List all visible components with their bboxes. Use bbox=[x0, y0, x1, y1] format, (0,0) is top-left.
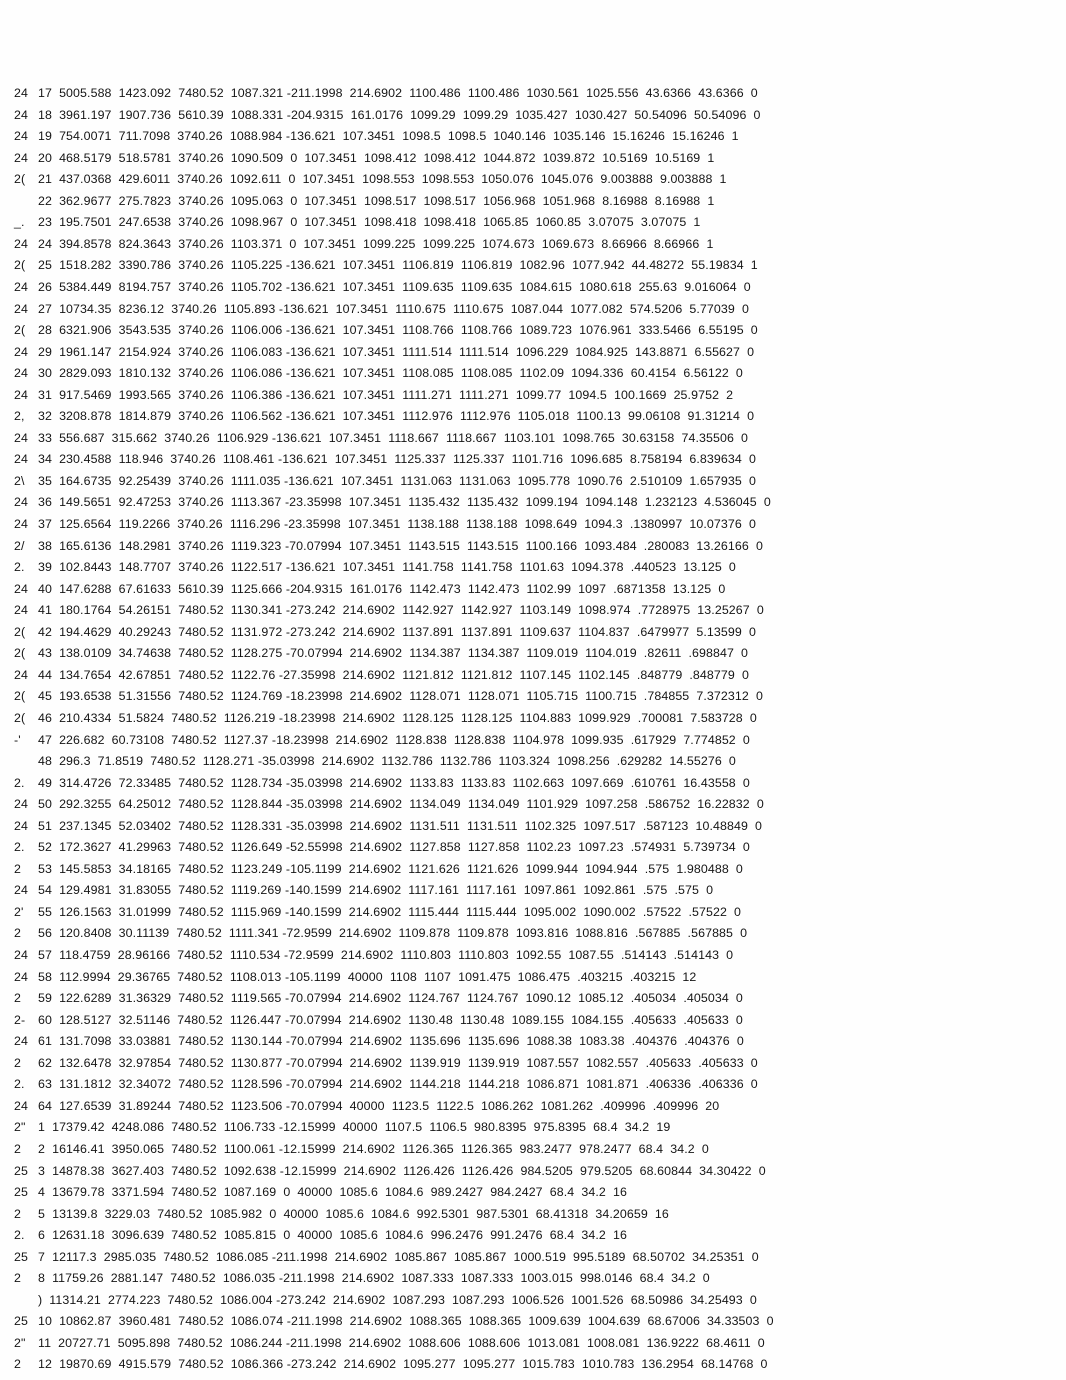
table-row bbox=[14, 1052, 1054, 1074]
row-values: 6 12631.18 3096.639 7480.52 1085.815 0 40000 1085.6 1084.6 996.2476 991.2476 68.4 34.2 16 bbox=[38, 1228, 627, 1243]
row-values: 5 13139.8 3229.03 7480.52 1085.982 0 40000 1085.6 1084.6 992.5301 987.5301 68.41318 34.20659 16 bbox=[38, 1206, 669, 1221]
row-values: 10 10862.87 3960.481 7480.52 1086.074 -211.1998 214.6902 1088.365 1088.365 1009.639 1004.639 68.67006 34.33503 0 bbox=[38, 1314, 774, 1329]
row-prefix: 2 bbox=[14, 1206, 21, 1221]
table-row bbox=[14, 578, 1054, 600]
row-values: 21 437.0368 429.6011 3740.26 1092.611 0 107.3451 1098.553 1098.553 1050.076 1045.076 9.003888 9.003888 1 bbox=[38, 172, 727, 187]
row-prefix: 24 bbox=[14, 301, 28, 316]
row-prefix: 2( bbox=[14, 172, 26, 187]
table-row bbox=[14, 1246, 1054, 1268]
row-prefix: 2' bbox=[14, 904, 24, 919]
row-values: 24 394.8578 824.3643 3740.26 1103.371 0 107.3451 1099.225 1099.225 1074.673 1069.673 8.66966 8.66966 1 bbox=[38, 236, 714, 251]
row-values: 30 2829.093 1810.132 3740.26 1106.086 -136.621 107.3451 1108.085 1108.085 1102.09 1094.336 60.4154 6.56122 0 bbox=[38, 366, 743, 381]
row-prefix: 2( bbox=[14, 646, 26, 661]
row-values: 32 3208.878 1814.879 3740.26 1106.562 -136.621 107.3451 1112.976 1112.976 1105.018 1100.13 99.06108 91.31214 0 bbox=[38, 409, 755, 424]
row-prefix: 25 bbox=[14, 1314, 28, 1329]
row-values: 34 230.4588 118.946 3740.26 1108.461 -136.621 107.3451 1125.337 1125.337 1101.716 1096.685 8.758194 6.839634 0 bbox=[38, 452, 756, 467]
table-row bbox=[14, 211, 1054, 233]
row-values: 40 147.6288 67.61633 5610.39 1125.666 -204.9315 161.0176 1142.473 1142.473 1102.99 1097 .6871358 13.125 0 bbox=[38, 581, 726, 596]
row-values: 60 128.5127 32.51146 7480.52 1126.447 -70.07994 214.6902 1130.48 1130.48 1089.155 1084.155 .405633 .405633 0 bbox=[38, 1012, 743, 1027]
row-values: 57 118.4759 28.96166 7480.52 1110.534 -72.9599 214.6902 1110.803 1110.803 1092.55 1087.55 .514143 .514143 0 bbox=[38, 948, 734, 962]
table-row bbox=[14, 513, 1054, 535]
row-values: 36 149.5651 92.47253 3740.26 1113.367 -23.35998 107.3451 1135.432 1135.432 1099.194 1094.148 1.232123 4.536045 0 bbox=[38, 495, 771, 510]
row-values: 18 3961.197 1907.736 5610.39 1088.331 -204.9315 161.0176 1099.29 1099.29 1035.427 1030.427 50.54096 50.54096 0 bbox=[38, 107, 761, 122]
row-values: 29 1961.147 2154.924 3740.26 1106.083 -136.621 107.3451 1111.514 1111.514 1096.229 1084.925 143.8871 6.55627 0 bbox=[38, 344, 755, 359]
row-prefix: 24 bbox=[14, 107, 28, 122]
table-row bbox=[14, 901, 1054, 923]
row-values: 51 237.1345 52.03402 7480.52 1128.331 -35.03998 214.6902 1131.511 1131.511 1102.325 1097.517 .587123 10.48849 0 bbox=[38, 818, 763, 833]
table-row bbox=[14, 944, 1054, 966]
row-values: 4 13679.78 3371.594 7480.52 1087.169 0 40000 1085.6 1084.6 989.2427 984.2427 68.4 34.2 16 bbox=[38, 1185, 627, 1200]
row-prefix: 25 bbox=[14, 1249, 28, 1264]
table-row bbox=[14, 190, 1054, 212]
table-row bbox=[14, 1181, 1054, 1203]
table-row bbox=[14, 405, 1054, 427]
table-row bbox=[14, 1310, 1054, 1332]
row-values: 46 210.4334 51.5824 7480.52 1126.219 -18.23998 214.6902 1128.125 1128.125 1104.883 1099.929 .700081 7.583728 0 bbox=[38, 710, 757, 725]
table-row bbox=[14, 1203, 1054, 1225]
row-prefix: 24 bbox=[14, 236, 28, 251]
table-row bbox=[14, 599, 1054, 621]
table-row bbox=[14, 1030, 1054, 1052]
table-row bbox=[14, 1160, 1054, 1182]
row-values: 11 20727.71 5095.898 7480.52 1086.244 -211.1998 214.6902 1088.606 1088.606 1013.081 1008.081 136.9222 68.4611 0 bbox=[38, 1335, 765, 1350]
row-values: 52 172.3627 41.29963 7480.52 1126.649 -52.55998 214.6902 1127.858 1127.858 1102.23 1097.23 .574931 5.739734 0 bbox=[38, 840, 750, 855]
row-values: 28 6321.906 3543.535 3740.26 1106.006 -136.621 107.3451 1108.766 1108.766 1089.723 1076.961 333.5466 6.55195 0 bbox=[38, 323, 758, 338]
row-prefix: 2. bbox=[14, 1077, 25, 1092]
row-prefix: 24 bbox=[14, 1034, 28, 1049]
row-prefix: 24 bbox=[14, 495, 28, 510]
row-values: 20 468.5179 518.5781 3740.26 1090.509 0 107.3451 1098.412 1098.412 1044.872 1039.872 10.5169 10.5169 1 bbox=[38, 150, 715, 165]
row-prefix: 24 bbox=[14, 818, 28, 833]
row-values: 37 125.6564 119.2266 3740.26 1116.296 -23.35998 107.3451 1138.188 1138.188 1098.649 1094.3 .1380997 10.07376 0 bbox=[38, 517, 756, 531]
table-row bbox=[14, 319, 1054, 341]
row-values: 50 292.3255 64.25012 7480.52 1128.844 -35.03998 214.6902 1134.049 1134.049 1101.929 1097.258 .586752 16.22832 0 bbox=[38, 797, 764, 812]
row-prefix: 2" bbox=[14, 1120, 26, 1135]
row-values: 45 193.6538 51.31556 7480.52 1124.769 -18.23998 214.6902 1128.071 1128.071 1105.715 1100.715 .784855 7.372312 0 bbox=[38, 689, 763, 704]
table-row bbox=[14, 147, 1054, 169]
table-row bbox=[14, 621, 1054, 643]
row-prefix: 2( bbox=[14, 323, 26, 338]
row-values: 64 127.6539 31.89244 7480.52 1123.506 -70.07994 40000 1123.5 1122.5 1086.262 1081.262 .409996 .409996 20 bbox=[38, 1098, 720, 1113]
row-prefix: 24 bbox=[14, 344, 28, 359]
row-prefix: 24 bbox=[14, 1098, 28, 1113]
row-values: 7 12117.3 2985.035 7480.52 1086.085 -211.1998 214.6902 1085.867 1085.867 1000.519 995.5189 68.50702 34.25351 0 bbox=[38, 1249, 759, 1264]
row-prefix: 2 bbox=[14, 1357, 21, 1372]
row-values: 27 10734.35 8236.12 3740.26 1105.893 -136.621 107.3451 1110.675 1110.675 1087.044 1077.082 574.5206 5.77039 0 bbox=[38, 301, 749, 316]
table-row bbox=[14, 664, 1054, 686]
table-row bbox=[14, 1224, 1054, 1246]
table-row bbox=[14, 491, 1054, 513]
table-row bbox=[14, 362, 1054, 384]
row-prefix: 2. bbox=[14, 560, 25, 575]
table-row bbox=[14, 427, 1054, 449]
table-row bbox=[14, 448, 1054, 470]
row-prefix: 24 bbox=[14, 517, 28, 531]
row-values: 35 164.6735 92.25439 3740.26 1111.035 -136.621 107.3451 1131.063 1131.063 1095.778 1090.76 2.510109 1.657935 0 bbox=[38, 473, 756, 488]
table-row bbox=[14, 535, 1054, 557]
row-prefix: 24 bbox=[14, 452, 28, 467]
row-prefix: 24 bbox=[14, 883, 28, 898]
row-prefix: 2( bbox=[14, 689, 26, 704]
row-values: 53 145.5853 34.18165 7480.52 1123.249 -105.1199 214.6902 1121.626 1121.626 1099.944 1094.944 .575 1.980488 0 bbox=[38, 861, 743, 876]
row-prefix: 2. bbox=[14, 840, 25, 855]
table-row bbox=[14, 276, 1054, 298]
table-row bbox=[14, 642, 1054, 664]
table-row bbox=[14, 341, 1054, 363]
table-row bbox=[14, 1138, 1054, 1160]
row-values: 39 102.8443 148.7707 3740.26 1122.517 -136.621 107.3451 1141.758 1141.758 1101.63 1094.378 .440523 13.125 0 bbox=[38, 560, 736, 575]
row-prefix: 25 bbox=[14, 1163, 28, 1178]
table-row bbox=[14, 987, 1054, 1009]
row-values: 31 917.5469 1993.565 3740.26 1106.386 -136.621 107.3451 1111.271 1111.271 1099.77 1094.5 100.1669 25.9752 2 bbox=[38, 387, 734, 402]
row-prefix: 2" bbox=[14, 1335, 26, 1350]
row-prefix: 2 bbox=[14, 1271, 21, 1286]
table-row bbox=[14, 1116, 1054, 1138]
row-prefix: 24 bbox=[14, 86, 28, 100]
row-values: 33 556.687 315.662 3740.26 1106.929 -136.621 107.3451 1118.667 1118.667 1103.101 1098.765 30.63158 74.35506 0 bbox=[38, 430, 749, 445]
table-row bbox=[14, 233, 1054, 255]
table-row bbox=[14, 772, 1054, 794]
row-values: 23 195.7501 247.6538 3740.26 1098.967 0 107.3451 1098.418 1098.418 1065.85 1060.85 3.07075 3.07075 1 bbox=[38, 215, 701, 230]
row-values: 43 138.0109 34.74638 7480.52 1128.275 -70.07994 214.6902 1134.387 1134.387 1109.019 1104.019 .82611 .698847 0 bbox=[38, 646, 749, 661]
row-values: 54 129.4981 31.83055 7480.52 1119.269 -140.1599 214.6902 1117.161 1117.161 1097.861 1092.861 .575 .575 0 bbox=[38, 883, 714, 898]
table-row bbox=[14, 815, 1054, 837]
table-row bbox=[14, 168, 1054, 190]
row-prefix: 24 bbox=[14, 797, 28, 812]
table-row bbox=[14, 1009, 1054, 1031]
table-row bbox=[14, 470, 1054, 492]
row-prefix: 24 bbox=[14, 581, 28, 596]
row-values: 38 165.6136 148.2981 3740.26 1119.323 -70.07994 107.3451 1143.515 1143.515 1100.166 1093.484 .280083 13.26166 0 bbox=[38, 538, 763, 553]
table-row bbox=[14, 966, 1054, 988]
table-row bbox=[14, 254, 1054, 276]
row-prefix: 24 bbox=[14, 430, 28, 445]
row-values: 25 1518.282 3390.786 3740.26 1105.225 -136.621 107.3451 1106.819 1106.819 1082.96 1077.942 44.48272 55.19834 1 bbox=[38, 258, 758, 273]
row-values: ) 11314.21 2774.223 7480.52 1086.004 -273.242 214.6902 1087.293 1087.293 1006.526 1001.526 68.50986 34.25493 0 bbox=[38, 1292, 757, 1307]
row-values: 58 112.9994 29.36765 7480.52 1108.013 -105.1199 40000 1108 1107 1091.475 1086.475 .403215 .403215 12 bbox=[38, 969, 697, 984]
row-prefix: 24 bbox=[14, 667, 28, 682]
row-values: 22 362.9677 275.7823 3740.26 1095.063 0 107.3451 1098.517 1098.517 1056.968 1051.968 8.16988 8.16988 1 bbox=[38, 193, 715, 208]
row-values: 49 314.4726 72.33485 7480.52 1128.734 -35.03998 214.6902 1133.83 1133.83 1102.663 1097.669 .610761 16.43558 0 bbox=[38, 775, 750, 790]
row-prefix: 2 bbox=[14, 926, 21, 941]
row-prefix: 2. bbox=[14, 1228, 25, 1243]
row-prefix: 24 bbox=[14, 150, 28, 165]
row-values: 44 134.7654 42.67851 7480.52 1122.76 -27.35998 214.6902 1121.812 1121.812 1107.145 1102.145 .848779 .848779 0 bbox=[38, 667, 749, 682]
row-values: 8 11759.26 2881.147 7480.52 1086.035 -211.1998 214.6902 1087.333 1087.333 1003.015 998.0146 68.4 34.2 0 bbox=[38, 1271, 710, 1286]
row-prefix: 24 bbox=[14, 129, 28, 144]
row-prefix: 25 bbox=[14, 1185, 28, 1200]
table-row bbox=[14, 793, 1054, 815]
row-prefix: 2\ bbox=[14, 473, 25, 488]
table-row bbox=[14, 729, 1054, 751]
table-row bbox=[14, 298, 1054, 320]
table-row bbox=[14, 1267, 1054, 1289]
table-row bbox=[14, 879, 1054, 901]
table-row bbox=[14, 1332, 1054, 1354]
table-row bbox=[14, 82, 1054, 104]
row-prefix: 2 bbox=[14, 861, 21, 876]
row-prefix: 2 bbox=[14, 991, 21, 1006]
row-values: 19 754.0071 711.7098 3740.26 1088.984 -136.621 107.3451 1098.5 1098.5 1040.146 1035.146 15.16246 15.16246 1 bbox=[38, 129, 739, 144]
table-row bbox=[14, 1073, 1054, 1095]
table-row bbox=[14, 922, 1054, 944]
row-values: 2 16146.41 3950.065 7480.52 1100.061 -12.15999 214.6902 1126.365 1126.365 983.2477 978.2477 68.4 34.2 0 bbox=[38, 1141, 709, 1156]
table-row bbox=[14, 858, 1054, 880]
table-row bbox=[14, 836, 1054, 858]
table-row bbox=[14, 707, 1054, 729]
table-row bbox=[14, 1353, 1054, 1375]
row-values: 26 5384.449 8194.757 3740.26 1105.702 -136.621 107.3451 1109.635 1109.635 1084.615 1080.618 255.63 9.016064 0 bbox=[38, 279, 751, 294]
table-row bbox=[14, 384, 1054, 406]
row-prefix: 24 bbox=[14, 279, 28, 294]
row-values: 56 120.8408 30.11139 7480.52 1111.341 -72.9599 214.6902 1109.878 1109.878 1093.816 1088.816 .567885 .567885 0 bbox=[38, 926, 748, 941]
row-values: 47 226.682 60.73108 7480.52 1127.37 -18.23998 214.6902 1128.838 1128.838 1104.978 1099.935 .617929 7.774852 0 bbox=[38, 732, 750, 747]
row-values: 42 194.4629 40.29243 7480.52 1131.972 -273.242 214.6902 1137.891 1137.891 1109.637 1104.837 .6479977 5.13599 0 bbox=[38, 624, 756, 639]
row-prefix: 2( bbox=[14, 624, 26, 639]
row-values: 1 17379.42 4248.086 7480.52 1106.733 -12.15999 40000 1107.5 1106.5 980.8395 975.8395 68.4 34.2 19 bbox=[38, 1120, 671, 1135]
row-values: 17 5005.588 1423.092 7480.52 1087.321 -211.1998 214.6902 1100.486 1100.486 1030.561 1025.556 43.6366 43.6366 0 bbox=[38, 86, 758, 100]
row-prefix: 2. bbox=[14, 775, 25, 790]
table-row bbox=[14, 556, 1054, 578]
row-prefix: 2- bbox=[14, 1012, 26, 1027]
row-values: 3 14878.38 3627.403 7480.52 1092.638 -12.15999 214.6902 1126.426 1126.426 984.5205 979.5205 68.60844 34.30422 0 bbox=[38, 1163, 766, 1178]
row-prefix: 2 bbox=[14, 1141, 21, 1156]
row-values: 62 132.6478 32.97854 7480.52 1130.877 -70.07994 214.6902 1139.919 1139.919 1087.557 1082.557 .405633 .405633 0 bbox=[38, 1055, 758, 1070]
row-prefix: 2( bbox=[14, 258, 26, 273]
row-prefix: 2, bbox=[14, 409, 25, 424]
row-values: 61 131.7098 33.03881 7480.52 1130.144 -70.07994 214.6902 1135.696 1135.696 1088.38 1083.38 .404376 .404376 0 bbox=[38, 1034, 744, 1049]
row-values: 59 122.6289 31.36329 7480.52 1119.565 -70.07994 214.6902 1124.767 1124.767 1090.12 1085.12 .405034 .405034 0 bbox=[38, 991, 743, 1006]
table-row bbox=[14, 125, 1054, 147]
row-prefix: _. bbox=[14, 215, 25, 230]
row-prefix: -' bbox=[14, 732, 21, 747]
table-row bbox=[14, 104, 1054, 126]
table-row bbox=[14, 750, 1054, 772]
row-prefix: 2 bbox=[14, 1055, 21, 1070]
row-prefix: 24 bbox=[14, 387, 28, 402]
table-row bbox=[14, 1095, 1054, 1117]
row-values: 12 19870.69 4915.579 7480.52 1086.366 -273.242 214.6902 1095.277 1095.277 1015.783 1010.783 136.2954 68.14768 0 bbox=[38, 1357, 768, 1372]
row-values: 41 180.1764 54.26151 7480.52 1130.341 -273.242 214.6902 1142.927 1142.927 1103.149 1098.974 .7728975 13.25267 0 bbox=[38, 603, 764, 618]
row-prefix: 24 bbox=[14, 969, 28, 984]
table-row bbox=[14, 1289, 1054, 1311]
row-prefix: 24 bbox=[14, 366, 28, 381]
row-prefix: 24 bbox=[14, 603, 28, 618]
row-values: 63 131.1812 32.34072 7480.52 1128.596 -70.07994 214.6902 1144.218 1144.218 1086.871 1081.871 .406336 .406336 0 bbox=[38, 1077, 758, 1092]
row-prefix: 2/ bbox=[14, 538, 25, 553]
row-prefix: 2( bbox=[14, 710, 26, 725]
row-values: 55 126.1563 31.01999 7480.52 1115.969 -140.1599 214.6902 1115.444 1115.444 1095.002 1090.002 .57522 .57522 0 bbox=[38, 904, 742, 919]
table-row bbox=[14, 685, 1054, 707]
row-values: 48 296.3 71.8519 7480.52 1128.271 -35.03998 214.6902 1132.786 1132.786 1103.324 1098.256 .629282 14.55276 0 bbox=[38, 754, 736, 769]
row-prefix: 24 bbox=[14, 948, 28, 962]
